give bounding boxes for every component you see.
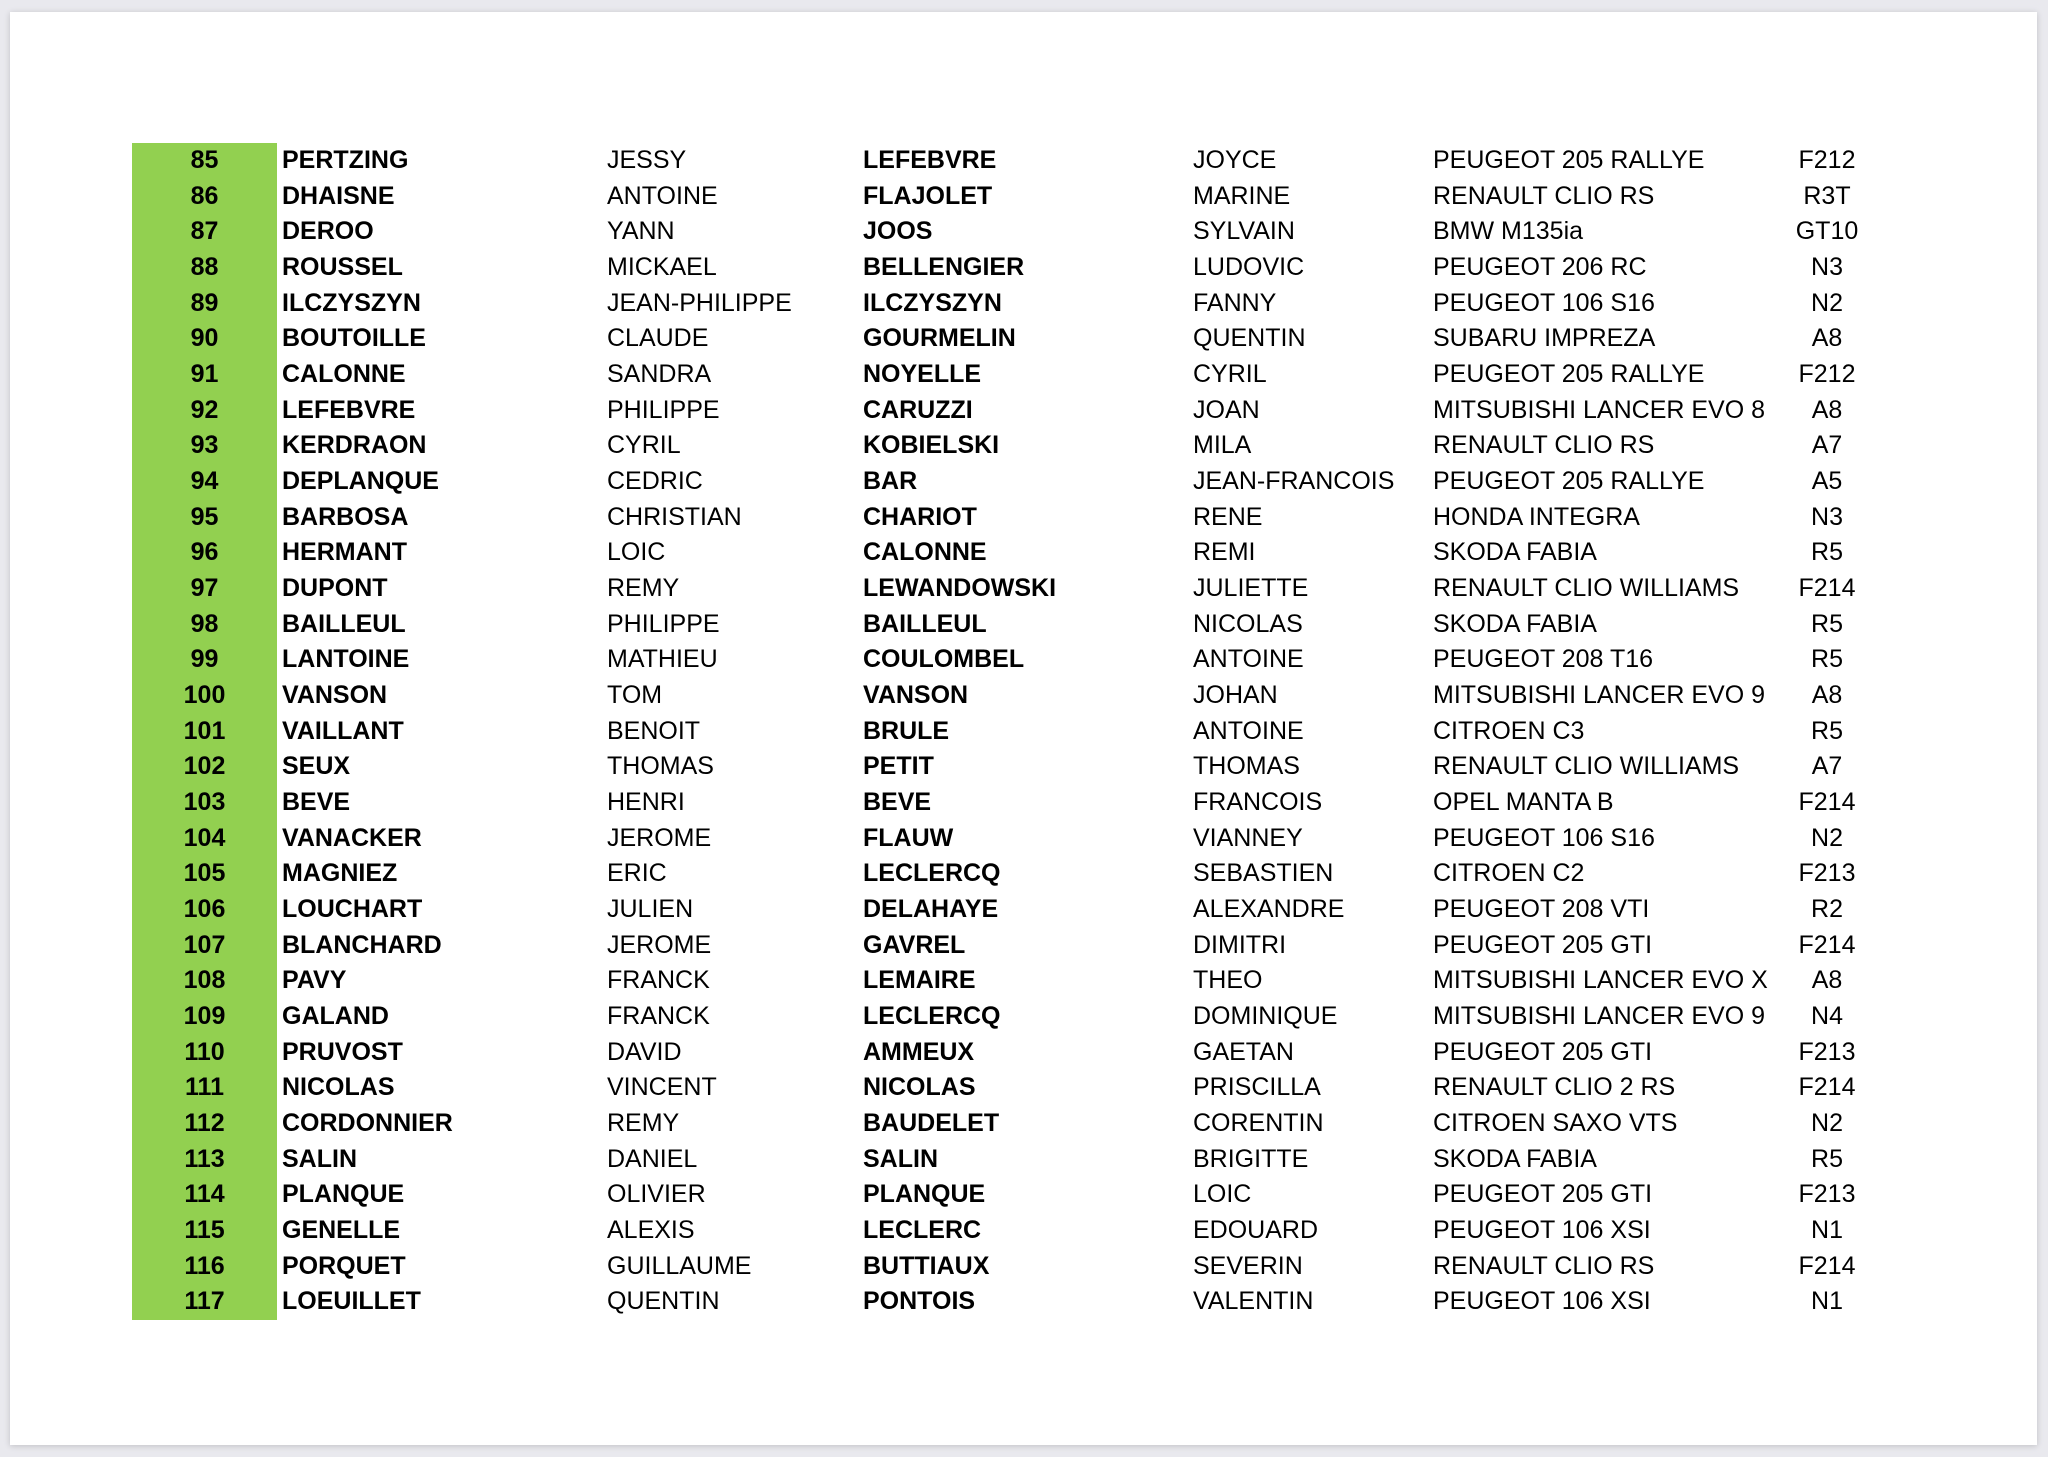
driver-first-name: DAVID: [607, 1037, 682, 1066]
driver-last-name: BLANCHARD: [282, 930, 442, 959]
car-model: RENAULT CLIO RS: [1433, 181, 1655, 210]
codriver-first-name: ANTOINE: [1193, 716, 1304, 745]
entry-number: 110: [184, 1037, 225, 1066]
driver-last-name: CORDONNIER: [282, 1109, 453, 1137]
car-class: N3: [1811, 253, 1843, 281]
driver-first-name: DANIEL: [607, 1144, 698, 1173]
driver-last-name: PAVY: [282, 966, 347, 995]
driver-last-name: NICOLAS: [282, 1073, 395, 1102]
car-model: PEUGEOT 208 VTI: [1433, 895, 1650, 923]
driver-last-name: LOUCHART: [282, 895, 423, 923]
car-class: F213: [1798, 859, 1856, 888]
codriver-last-name: ILCZYSZYN: [863, 288, 1002, 317]
car-model: HONDA INTEGRA: [1433, 502, 1640, 531]
entry-number: 88: [190, 253, 219, 281]
entry-number: 111: [185, 1073, 224, 1102]
driver-first-name: REMY: [607, 574, 680, 602]
codriver-first-name: THOMAS: [1193, 752, 1300, 781]
table-row: [132, 749, 1892, 785]
codriver-first-name: JOHAN: [1193, 681, 1278, 709]
driver-last-name: DHAISNE: [282, 181, 395, 210]
codriver-first-name: REMI: [1193, 538, 1256, 567]
codriver-first-name: RENE: [1193, 502, 1263, 531]
driver-first-name: MATHIEU: [607, 645, 718, 674]
car-model: BMW M135ia: [1433, 217, 1584, 246]
car-model: RENAULT CLIO 2 RS: [1433, 1073, 1676, 1102]
codriver-first-name: NICOLAS: [1193, 609, 1303, 638]
entry-number: 91: [190, 360, 219, 388]
driver-last-name: DEPLANQUE: [282, 467, 439, 495]
driver-last-name: ROUSSEL: [282, 253, 403, 281]
car-model: PEUGEOT 205 RALLYE: [1433, 146, 1705, 174]
codriver-last-name: FLAUW: [863, 823, 954, 852]
table-row: [132, 357, 1892, 393]
car-class: N2: [1811, 288, 1843, 317]
codriver-first-name: PRISCILLA: [1193, 1073, 1321, 1102]
car-model: PEUGEOT 106 S16: [1433, 823, 1655, 852]
driver-last-name: DEROO: [282, 217, 374, 246]
codriver-last-name: VANSON: [863, 681, 969, 709]
driver-first-name: ALEXIS: [607, 1216, 695, 1244]
car-model: RENAULT CLIO WILLIAMS: [1433, 752, 1740, 781]
car-class: R3T: [1803, 181, 1851, 210]
car-class: R5: [1811, 645, 1843, 674]
entry-number: 108: [183, 966, 226, 995]
car-class: F214: [1798, 930, 1856, 959]
car-model: SKODA FABIA: [1433, 1144, 1597, 1173]
driver-last-name: BOUTOILLE: [282, 324, 426, 353]
car-model: SUBARU IMPREZA: [1433, 324, 1656, 353]
table-row: [132, 1035, 1892, 1071]
driver-last-name: CALONNE: [282, 360, 406, 388]
driver-last-name: PRUVOST: [282, 1037, 403, 1066]
driver-last-name: VAILLANT: [282, 716, 404, 745]
driver-first-name: ANTOINE: [607, 181, 718, 210]
entry-number: 104: [183, 823, 226, 852]
driver-last-name: HERMANT: [282, 538, 407, 567]
car-model: RENAULT CLIO WILLIAMS: [1433, 574, 1740, 602]
driver-last-name: BAILLEUL: [282, 609, 406, 638]
entry-number: 90: [190, 324, 219, 353]
car-class: N3: [1811, 502, 1843, 531]
codriver-last-name: KOBIELSKI: [863, 431, 1000, 460]
car-class: N4: [1811, 1002, 1843, 1030]
car-class: A8: [1811, 966, 1843, 995]
car-class: F213: [1798, 1180, 1856, 1209]
driver-first-name: JESSY: [607, 146, 687, 174]
entry-number: 100: [183, 681, 226, 709]
table-row: [132, 535, 1892, 571]
driver-first-name: CHRISTIAN: [607, 502, 742, 531]
codriver-last-name: AMMEUX: [863, 1037, 975, 1066]
document-page: [10, 12, 2037, 1445]
entry-number: 95: [190, 502, 219, 531]
car-model: RENAULT CLIO RS: [1433, 431, 1655, 460]
entry-number: 112: [184, 1109, 225, 1137]
table-row: [132, 286, 1892, 322]
car-class: N1: [1811, 1216, 1843, 1244]
table-row: [132, 571, 1892, 607]
codriver-first-name: EDOUARD: [1193, 1216, 1319, 1244]
table-row: [132, 250, 1892, 286]
driver-last-name: GENELLE: [282, 1216, 401, 1244]
entry-number: 93: [190, 431, 219, 460]
car-class: F212: [1798, 146, 1856, 174]
codriver-last-name: SALIN: [863, 1144, 938, 1173]
codriver-first-name: FANNY: [1193, 288, 1277, 317]
codriver-first-name: CYRIL: [1193, 360, 1267, 388]
codriver-first-name: JULIETTE: [1193, 574, 1309, 602]
table-row: [132, 1070, 1892, 1106]
driver-first-name: VINCENT: [607, 1073, 717, 1102]
driver-first-name: FRANCK: [607, 966, 710, 995]
car-model: PEUGEOT 205 GTI: [1433, 1180, 1653, 1209]
driver-last-name: LOEUILLET: [282, 1287, 421, 1316]
codriver-last-name: BUTTIAUX: [863, 1251, 990, 1280]
entry-number: 109: [183, 1002, 226, 1030]
table-row: [132, 607, 1892, 643]
driver-last-name: LANTOINE: [282, 645, 410, 674]
driver-first-name: REMY: [607, 1109, 680, 1137]
driver-first-name: OLIVIER: [607, 1180, 706, 1209]
car-model: CITROEN SAXO VTS: [1433, 1109, 1678, 1137]
codriver-first-name: JOAN: [1193, 395, 1260, 424]
table-row: [132, 821, 1892, 857]
codriver-first-name: SYLVAIN: [1193, 217, 1295, 246]
table-row: [132, 321, 1892, 357]
car-class: A8: [1811, 395, 1843, 424]
car-model: PEUGEOT 205 RALLYE: [1433, 467, 1705, 495]
car-class: A7: [1811, 431, 1843, 460]
driver-last-name: VANSON: [282, 681, 388, 709]
codriver-last-name: NICOLAS: [863, 1073, 976, 1102]
codriver-last-name: FLAJOLET: [863, 181, 993, 210]
table-row: [132, 1213, 1892, 1249]
driver-first-name: CEDRIC: [607, 467, 703, 495]
codriver-first-name: BRIGITTE: [1193, 1144, 1309, 1173]
driver-first-name: MICKAEL: [607, 253, 717, 281]
codriver-last-name: BRULE: [863, 716, 950, 745]
driver-last-name: GALAND: [282, 1002, 389, 1030]
codriver-last-name: CHARIOT: [863, 502, 977, 531]
car-class: N2: [1811, 1109, 1843, 1137]
driver-last-name: KERDRAON: [282, 431, 427, 460]
car-model: PEUGEOT 106 XSI: [1433, 1287, 1651, 1316]
table-row: [132, 464, 1892, 500]
codriver-first-name: DIMITRI: [1193, 930, 1287, 959]
driver-first-name: CLAUDE: [607, 324, 709, 353]
table-row: [132, 963, 1892, 999]
table-row: [132, 678, 1892, 714]
codriver-last-name: BEVE: [863, 788, 932, 816]
codriver-first-name: JOYCE: [1193, 146, 1277, 174]
entry-number: 98: [190, 609, 219, 638]
entry-number: 117: [184, 1287, 225, 1316]
table-row: [132, 1106, 1892, 1142]
entry-number: 86: [190, 181, 219, 210]
codriver-last-name: GAVREL: [863, 930, 966, 959]
car-model: RENAULT CLIO RS: [1433, 1251, 1655, 1280]
car-class: R5: [1811, 716, 1843, 745]
driver-first-name: BENOIT: [607, 716, 701, 745]
codriver-first-name: LOIC: [1193, 1180, 1252, 1209]
entry-number: 114: [184, 1180, 225, 1209]
codriver-first-name: SEBASTIEN: [1193, 859, 1334, 888]
codriver-first-name: VIANNEY: [1193, 823, 1303, 852]
driver-last-name: LEFEBVRE: [282, 395, 416, 424]
driver-last-name: PORQUET: [282, 1251, 406, 1280]
driver-last-name: PERTZING: [282, 146, 409, 174]
codriver-first-name: MARINE: [1193, 181, 1291, 210]
codriver-last-name: LECLERCQ: [863, 1002, 1001, 1030]
table-row: [132, 714, 1892, 750]
driver-first-name: SANDRA: [607, 360, 712, 388]
car-model: SKODA FABIA: [1433, 538, 1597, 567]
car-class: R2: [1811, 895, 1843, 923]
codriver-last-name: COULOMBEL: [863, 645, 1025, 674]
driver-last-name: DUPONT: [282, 574, 388, 602]
driver-last-name: SEUX: [282, 752, 351, 781]
codriver-last-name: BAR: [863, 467, 918, 495]
codriver-last-name: PONTOIS: [863, 1287, 976, 1316]
entry-number: 92: [190, 395, 219, 424]
table-row: [132, 1142, 1892, 1178]
table-row: [132, 856, 1892, 892]
entry-number: 97: [190, 574, 219, 602]
table-row: [132, 143, 1892, 179]
codriver-last-name: GOURMELIN: [863, 324, 1016, 353]
codriver-last-name: LECLERC: [863, 1216, 982, 1244]
table-row: [132, 1249, 1892, 1285]
codriver-first-name: CORENTIN: [1193, 1109, 1324, 1137]
table-row: [132, 393, 1892, 429]
driver-first-name: PHILIPPE: [607, 609, 720, 638]
car-class: A8: [1811, 324, 1843, 353]
driver-first-name: JEROME: [607, 930, 712, 959]
car-model: CITROEN C2: [1433, 859, 1585, 888]
codriver-first-name: FRANCOIS: [1193, 788, 1323, 816]
table-row: [132, 892, 1892, 928]
car-class: F214: [1798, 1073, 1856, 1102]
car-model: MITSUBISHI LANCER EVO 9: [1433, 681, 1766, 709]
codriver-first-name: ALEXANDRE: [1193, 895, 1345, 923]
codriver-last-name: CARUZZI: [863, 395, 973, 424]
driver-first-name: LOIC: [607, 538, 666, 567]
table-row: [132, 1284, 1892, 1320]
codriver-last-name: BAUDELET: [863, 1109, 1000, 1137]
car-class: GT10: [1795, 217, 1859, 246]
car-class: N1: [1811, 1287, 1843, 1316]
driver-first-name: JULIEN: [607, 895, 694, 923]
driver-first-name: JEROME: [607, 823, 712, 852]
entry-number: 94: [190, 467, 219, 495]
entry-number: 102: [183, 752, 226, 781]
codriver-last-name: CALONNE: [863, 538, 987, 567]
codriver-first-name: ANTOINE: [1193, 645, 1304, 674]
table-row: [132, 785, 1892, 821]
entry-number: 116: [184, 1251, 225, 1280]
codriver-last-name: DELAHAYE: [863, 895, 999, 923]
car-class: R5: [1811, 1144, 1843, 1173]
driver-last-name: SALIN: [282, 1144, 357, 1173]
codriver-last-name: LECLERCQ: [863, 859, 1001, 888]
table-row: [132, 428, 1892, 464]
codriver-last-name: JOOS: [863, 217, 933, 246]
table-row: [132, 1177, 1892, 1213]
codriver-first-name: GAETAN: [1193, 1037, 1294, 1066]
entry-number: 103: [183, 788, 226, 816]
entry-number: 107: [183, 930, 226, 959]
table-row: [132, 214, 1892, 250]
driver-first-name: PHILIPPE: [607, 395, 720, 424]
table-row: [132, 642, 1892, 678]
car-model: PEUGEOT 106 S16: [1433, 288, 1655, 317]
car-model: PEUGEOT 206 RC: [1433, 253, 1647, 281]
car-model: MITSUBISHI LANCER EVO 9: [1433, 1002, 1766, 1030]
table-row: [132, 179, 1892, 215]
driver-first-name: JEAN-PHILIPPE: [607, 288, 792, 317]
car-model: PEUGEOT 205 RALLYE: [1433, 360, 1705, 388]
driver-first-name: FRANCK: [607, 1002, 710, 1030]
codriver-first-name: QUENTIN: [1193, 324, 1306, 353]
driver-first-name: YANN: [607, 217, 675, 246]
driver-first-name: CYRIL: [607, 431, 681, 460]
car-model: SKODA FABIA: [1433, 609, 1597, 638]
entry-number: 85: [190, 146, 219, 174]
driver-first-name: TOM: [607, 681, 663, 709]
driver-last-name: BARBOSA: [282, 502, 409, 531]
car-class: A7: [1811, 752, 1843, 781]
entry-number: 106: [183, 895, 226, 923]
codriver-first-name: SEVERIN: [1193, 1251, 1303, 1280]
car-model: PEUGEOT 205 GTI: [1433, 1037, 1653, 1066]
car-model: MITSUBISHI LANCER EVO 8: [1433, 395, 1766, 424]
codriver-first-name: THEO: [1193, 966, 1263, 995]
codriver-last-name: BELLENGIER: [863, 253, 1025, 281]
car-class: R5: [1811, 609, 1843, 638]
entry-number: 96: [190, 538, 219, 567]
codriver-last-name: LEMAIRE: [863, 966, 976, 995]
driver-first-name: QUENTIN: [607, 1287, 720, 1316]
entry-number: 105: [183, 859, 226, 888]
car-model: PEUGEOT 208 T16: [1433, 645, 1654, 674]
codriver-first-name: JEAN-FRANCOIS: [1193, 467, 1395, 495]
driver-first-name: HENRI: [607, 788, 685, 816]
car-class: F212: [1798, 360, 1856, 388]
codriver-first-name: VALENTIN: [1193, 1287, 1314, 1316]
driver-first-name: ERIC: [607, 859, 667, 888]
table-row: [132, 500, 1892, 536]
codriver-last-name: NOYELLE: [863, 360, 982, 388]
driver-last-name: PLANQUE: [282, 1180, 405, 1209]
driver-first-name: GUILLAUME: [607, 1251, 752, 1280]
driver-last-name: BEVE: [282, 788, 351, 816]
codriver-first-name: LUDOVIC: [1193, 253, 1305, 281]
driver-first-name: THOMAS: [607, 752, 714, 781]
entry-number: 113: [184, 1144, 225, 1173]
car-class: F214: [1798, 788, 1856, 816]
car-model: CITROEN C3: [1433, 716, 1585, 745]
car-class: N2: [1811, 823, 1843, 852]
driver-last-name: ILCZYSZYN: [282, 288, 421, 317]
codriver-last-name: LEWANDOWSKI: [863, 574, 1057, 602]
driver-last-name: VANACKER: [282, 823, 422, 852]
entry-number: 89: [190, 288, 219, 317]
driver-last-name: MAGNIEZ: [282, 859, 398, 888]
table-row: [132, 928, 1892, 964]
codriver-last-name: LEFEBVRE: [863, 146, 997, 174]
codriver-first-name: DOMINIQUE: [1193, 1002, 1338, 1030]
codriver-last-name: PLANQUE: [863, 1180, 986, 1209]
car-model: OPEL MANTA B: [1433, 788, 1614, 816]
car-model: PEUGEOT 205 GTI: [1433, 930, 1653, 959]
codriver-first-name: MILA: [1193, 431, 1252, 460]
entry-number: 99: [190, 645, 219, 674]
car-class: A8: [1811, 681, 1843, 709]
car-class: F214: [1798, 1251, 1856, 1280]
car-model: MITSUBISHI LANCER EVO X: [1433, 966, 1768, 995]
table-row: [132, 999, 1892, 1035]
codriver-last-name: BAILLEUL: [863, 609, 987, 638]
entry-number: 115: [184, 1216, 225, 1244]
codriver-last-name: PETIT: [863, 752, 934, 781]
entry-number: 87: [190, 217, 219, 246]
car-class: F214: [1798, 574, 1856, 602]
car-class: A5: [1811, 467, 1843, 495]
car-model: PEUGEOT 106 XSI: [1433, 1216, 1651, 1244]
car-class: F213: [1798, 1037, 1856, 1066]
entry-number: 101: [183, 716, 226, 745]
car-class: R5: [1811, 538, 1843, 567]
